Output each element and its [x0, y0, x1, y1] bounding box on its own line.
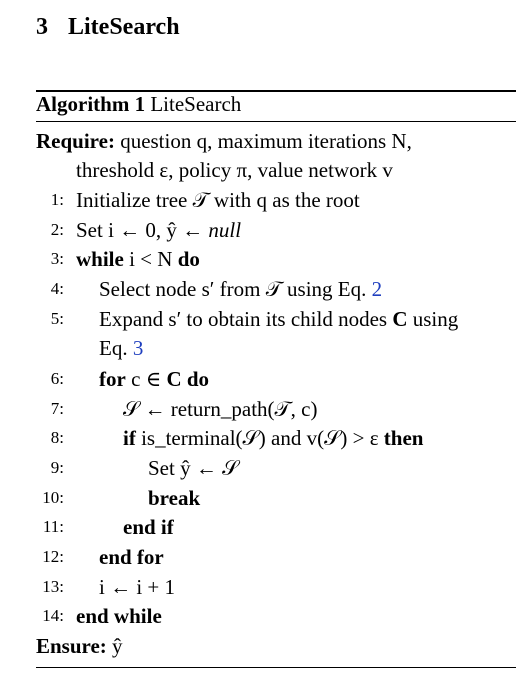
require-text-cont: threshold ε, policy π, value network v: [76, 158, 393, 182]
line-number: 2:: [50, 220, 64, 239]
line-number: 12:: [42, 547, 64, 566]
line-text: i < N: [123, 247, 178, 271]
line-number: 6:: [50, 369, 64, 388]
line-number: 1:: [50, 190, 64, 209]
ensure-text: ŷ: [112, 634, 123, 658]
algo-line-3: [76, 246, 200, 272]
line-number: 13:: [42, 577, 64, 596]
algo-line-7: [123, 396, 317, 422]
line-text: Set ŷ ← 𝒮: [148, 456, 239, 480]
bold-symbol: C: [392, 307, 408, 331]
keyword: while: [76, 247, 124, 271]
keyword: for: [99, 367, 126, 391]
keyword: break: [148, 486, 201, 510]
keyword: do: [181, 367, 210, 391]
keyword: end if: [123, 515, 174, 539]
algo-line-6: [99, 366, 209, 392]
keyword: end while: [76, 604, 162, 628]
line-text: Initialize tree 𝒯 with q as the root: [76, 188, 360, 212]
line-number: 11:: [42, 517, 64, 536]
algo-line-5-cont: [99, 335, 143, 361]
require-text: question q, maximum iterations N,: [120, 129, 412, 153]
line-text: Set i ← 0, ŷ ←: [76, 218, 209, 242]
keyword: then: [383, 426, 424, 450]
line-text: is_terminal(𝒮) and v(𝒮) > ε: [135, 426, 384, 450]
line-number: 5:: [50, 309, 64, 328]
null-value: null: [208, 218, 242, 242]
algo-line-14: [76, 603, 162, 629]
algorithm-name: LiteSearch: [150, 92, 242, 116]
algo-line-12: [99, 544, 164, 570]
equation-ref-link[interactable]: 3: [132, 336, 144, 360]
require-label: Require:: [36, 129, 115, 153]
keyword: end for: [99, 545, 164, 569]
algo-line-2: [76, 217, 241, 243]
algo-line-13: [99, 574, 175, 600]
algo-line-5: [99, 306, 458, 332]
line-text: Select node s′ from 𝒯 using Eq.: [99, 277, 372, 301]
algorithm-caption: [36, 92, 241, 117]
line-number: 9:: [50, 458, 64, 477]
line-text: Eq.: [99, 336, 133, 360]
line-text: c ∈: [125, 367, 167, 391]
ensure-label: Ensure:: [36, 634, 107, 658]
algo-line-10: [148, 485, 200, 511]
line-number: 7:: [50, 399, 64, 418]
equation-ref-link[interactable]: 2: [371, 277, 383, 301]
algo-line-9: [148, 455, 238, 481]
section-heading: [36, 14, 180, 41]
keyword: do: [177, 247, 200, 271]
algorithm-label: Algorithm 1: [36, 92, 146, 116]
algo-line-11: [123, 514, 174, 540]
algorithm-header-rule: [36, 121, 516, 122]
line-text: Expand s′ to obtain its child nodes: [99, 307, 393, 331]
ensure-line: [36, 633, 123, 659]
line-number: 3:: [50, 249, 64, 268]
require-line-cont: [76, 157, 393, 183]
algo-line-4: [99, 276, 382, 302]
bold-symbol: C: [166, 367, 182, 391]
section-title: LiteSearch: [68, 14, 180, 40]
line-text: i ← i + 1: [99, 575, 176, 599]
algo-line-1: [76, 187, 360, 213]
require-line: [36, 128, 412, 154]
line-text: using: [407, 307, 459, 331]
line-number: 4:: [50, 279, 64, 298]
line-text: 𝒮 ← return_path(𝒯, c): [123, 397, 318, 421]
keyword: if: [123, 426, 136, 450]
line-number: 10:: [42, 488, 64, 507]
section-number: 3: [36, 14, 48, 40]
algo-line-8: [123, 425, 423, 451]
line-number: 8:: [50, 428, 64, 447]
algorithm-bottom-rule: [36, 667, 516, 668]
line-number: 14:: [42, 606, 64, 625]
